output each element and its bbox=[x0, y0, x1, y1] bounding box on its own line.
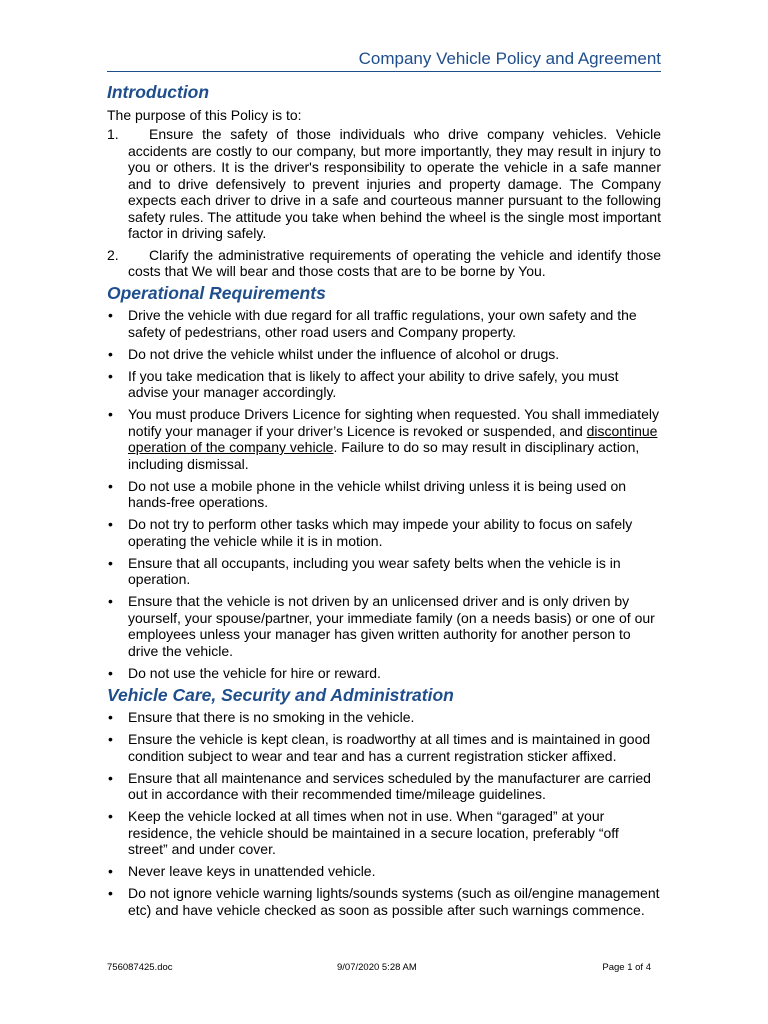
list-item bbox=[107, 709, 661, 726]
list-item bbox=[107, 307, 661, 340]
bullet-icon: • bbox=[108, 307, 113, 323]
bullet-icon: • bbox=[108, 554, 113, 571]
bullet-icon: • bbox=[108, 808, 113, 824]
bullet-icon: • bbox=[108, 664, 113, 681]
list-item bbox=[107, 731, 661, 764]
operational-requirements-list bbox=[107, 307, 661, 681]
document-header-title: Company Vehicle Policy and Agreement bbox=[358, 49, 661, 68]
list-item bbox=[107, 555, 661, 588]
bullet-icon: • bbox=[108, 406, 113, 422]
licence-text-before: You must produce Drivers Licence for sighting when requested. You shall immediately notify your manager if your driver’s Licence is revoked or suspended, and bbox=[128, 406, 660, 439]
footer-filename: 756087425.doc bbox=[107, 962, 173, 973]
licence-text-after: . Failure to do so may result in disciplinary action, including dismissal. bbox=[128, 439, 640, 472]
bullet-icon: • bbox=[108, 731, 113, 747]
vehicle-care-heading: Vehicle Care, Security and Administration bbox=[107, 684, 454, 705]
operational-requirements-heading: Operational Requirements bbox=[107, 282, 326, 303]
list-item bbox=[107, 368, 661, 401]
licence-underlined-text: discontinue operation of the company vehicle bbox=[128, 422, 658, 455]
list-item-text: Do not use a mobile phone in the vehicle whilst driving unless it is being used on hands-free operations. bbox=[128, 477, 627, 510]
bullet-icon: • bbox=[108, 477, 113, 494]
list-item-text: Do not drive the vehicle whilst under the influence of alcohol or drugs. bbox=[128, 345, 560, 362]
bullet-icon: • bbox=[108, 769, 113, 786]
list-item bbox=[107, 808, 661, 858]
list-item-text: If you take medication that is likely to affect your ability to drive safely, you must advise your manager accordingly. bbox=[128, 367, 619, 400]
list-item-text: Keep the vehicle locked at all times when not in use. When “garaged” at your residence, the vehicle should be maintained in a secure location, preferably “off street” and under cover. bbox=[128, 808, 619, 857]
purpose-item-number: 2. bbox=[107, 246, 119, 263]
bullet-icon: • bbox=[108, 885, 113, 901]
purpose-item-1 bbox=[107, 126, 661, 242]
bullet-icon: • bbox=[108, 367, 113, 384]
list-item-text: Never leave keys in unattended vehicle. bbox=[128, 863, 376, 879]
footer-page-number: Page 1 of 4 bbox=[602, 962, 651, 973]
purpose-list bbox=[107, 126, 661, 280]
list-item-text: Ensure that the vehicle is not driven by an unlicensed driver and is only driven by yourself, your spouse/partner, your immediate family (on a needs basis) or one of our employees unless your manager has given written authority for another person to drive the vehicle. bbox=[128, 593, 655, 659]
footer-datetime: 9/07/2020 5:28 AM bbox=[337, 962, 417, 973]
purpose-item-number: 1. bbox=[107, 126, 119, 142]
list-item bbox=[107, 665, 661, 682]
list-item bbox=[107, 478, 661, 511]
list-item-text: Drive the vehicle with due regard for all traffic regulations, your own safety and the safety of pedestrians, other road users and Company property. bbox=[128, 307, 637, 340]
vehicle-care-list bbox=[107, 709, 661, 918]
list-item-text: Do not try to perform other tasks which may impede your ability to focus on safely operating the vehicle while it is in motion. bbox=[128, 516, 633, 549]
purpose-item-2 bbox=[107, 247, 661, 280]
list-item bbox=[107, 863, 661, 880]
list-item bbox=[107, 516, 661, 549]
purpose-item-text: Clarify the administrative requirements of operating the vehicle and identify those costs that We will bear and those costs that are to be borne by You. bbox=[128, 246, 661, 279]
document-body bbox=[107, 80, 661, 924]
list-item-text: Do not ignore vehicle warning lights/sounds systems (such as oil/engine management etc) and have vehicle checked as soon as possible after such warnings commence. bbox=[128, 885, 660, 918]
introduction-heading: Introduction bbox=[107, 82, 210, 102]
bullet-icon: • bbox=[108, 345, 113, 362]
list-item-text: Ensure that there is no smoking in the vehicle. bbox=[128, 709, 415, 725]
list-item-text: Ensure the vehicle is kept clean, is roadworthy at all times and is maintained in good condition subject to wear and tear and has a current registration sticker affixed. bbox=[128, 731, 651, 764]
bullet-icon: • bbox=[108, 709, 113, 725]
list-item bbox=[107, 346, 661, 363]
header-divider bbox=[107, 71, 661, 72]
list-item-text: Do not use the vehicle for hire or reward. bbox=[128, 664, 381, 681]
list-item-text: Ensure that all maintenance and services scheduled by the manufacturer are carried out in accordance with their recommended time/mileage guidelines. bbox=[128, 769, 651, 802]
purpose-item-text: Ensure the safety of those individuals who drive company vehicles. Vehicle accidents are costly to our company, but more importantly, they may result in injury to you or others. It is the driver's responsibility to operate the vehicle in a safe manner and to drive defensively to prevent injuries and property damage. The Company expects each driver to drive in a safe and courteous manner pursuant to the following safety rules. The attitude you take when behind the wheel is the single most important factor in driving safely. bbox=[128, 126, 661, 241]
list-item-text: Ensure that all occupants, including you wear safety belts when the vehicle is in operation. bbox=[128, 554, 621, 587]
list-item bbox=[107, 885, 661, 918]
list-item-licence bbox=[107, 406, 661, 472]
bullet-icon: • bbox=[108, 593, 113, 609]
list-item bbox=[107, 593, 661, 659]
bullet-icon: • bbox=[108, 516, 113, 532]
introduction-lead: The purpose of this Policy is to: bbox=[107, 106, 302, 123]
bullet-icon: • bbox=[108, 863, 113, 879]
list-item bbox=[107, 770, 661, 803]
